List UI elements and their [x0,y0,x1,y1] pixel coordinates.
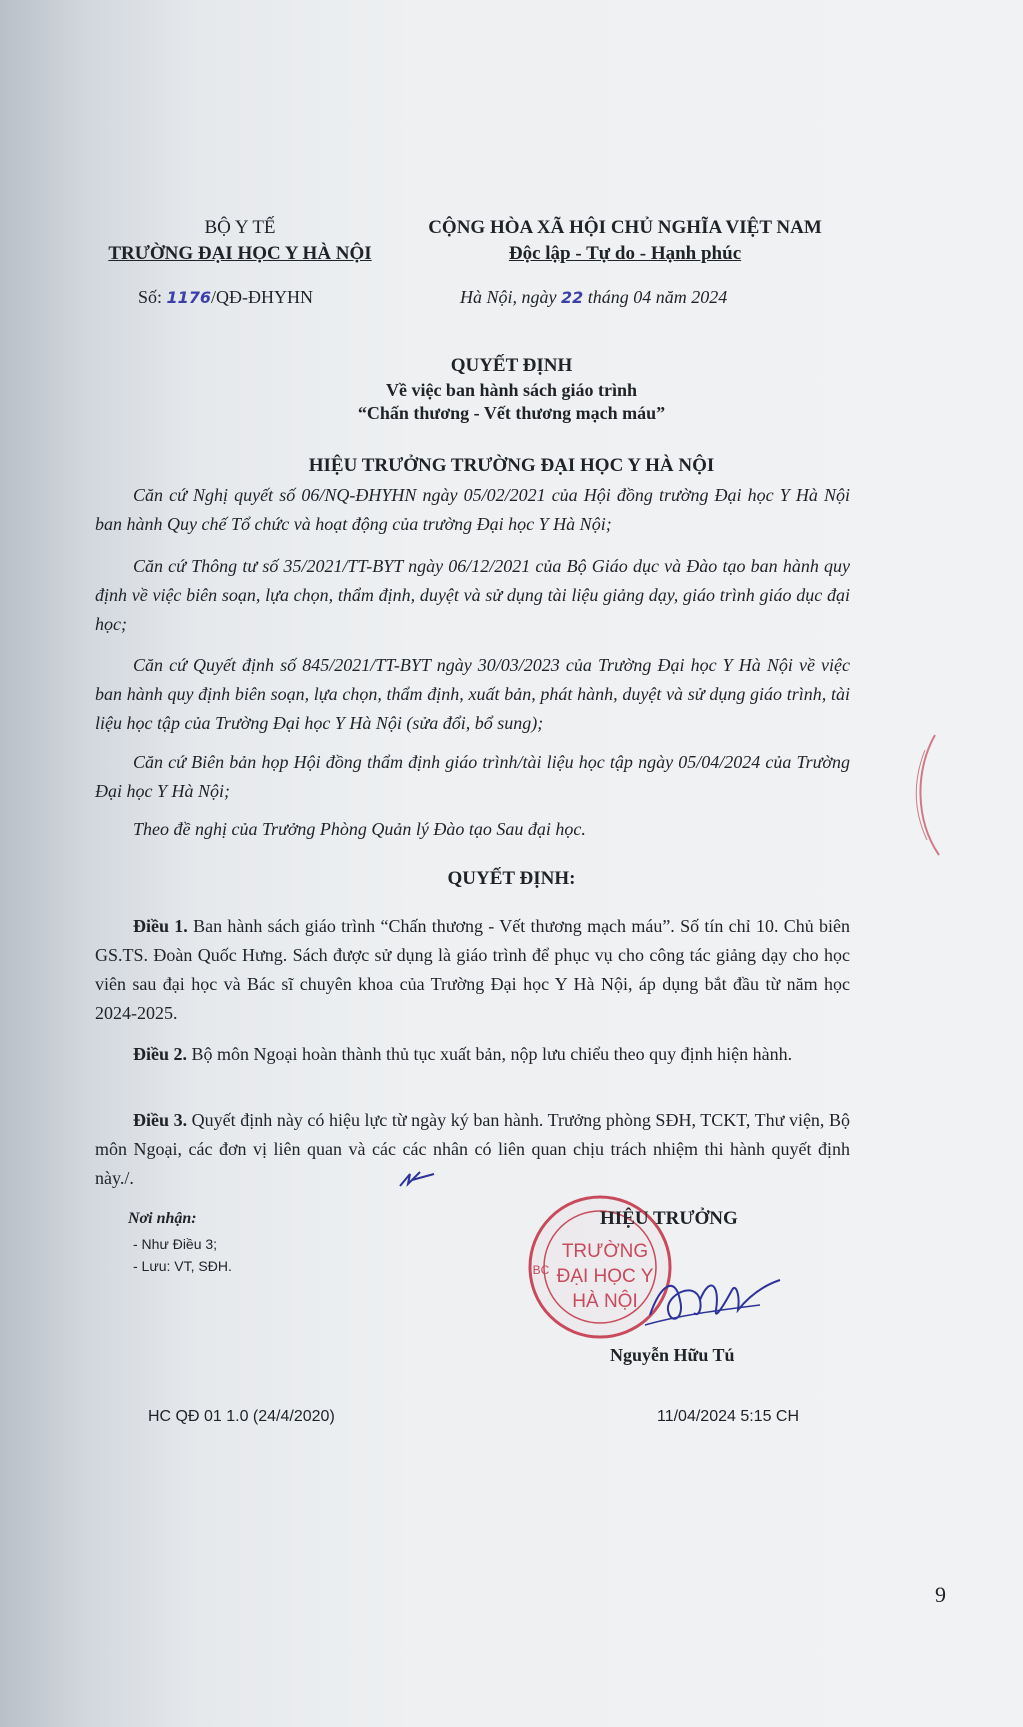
edge-stamp-mark-icon [905,730,945,860]
signer-name: Nguyễn Hữu Tú [610,1345,735,1365]
initial-mark-icon [398,1168,438,1190]
national-motto: Độc lập - Tự do - Hạnh phúc [508,243,742,264]
document-number [138,287,313,308]
article-1 [95,912,850,1028]
number-prefix: Số: [138,287,167,307]
handwritten-day: 22 [561,288,584,307]
article-label: Điều 1. [133,916,188,936]
preamble-item: Căn cứ Quyết định số 845/2021/TT-BYT ngày 30/03/2023 của Trường Đại học Y Hà Nội về việc ban hành quy định biên soạn, lựa chọn, thẩm định, xuất bản, phát hành, duyệt và sử dụng giáo trình, tài liệu học tập của Trường Đại học Y Hà Nội (sửa đổi, bổ sung); [95,655,850,733]
preamble-item: Căn cứ Nghị quyết số 06/NQ-ĐHYHN ngày 05/02/2021 của Hội đồng trường Đại học Y Hà Nội ban hành Quy chế Tổ chức và hoạt động của trường Đại học Y Hà Nội; [95,485,850,534]
university-name: TRƯỜNG ĐẠI HỌC Y HÀ NỘI [108,243,372,264]
preamble-item: Căn cứ Thông tư số 35/2021/TT-BYT ngày 06/12/2021 của Bộ Giáo dục và Đào tạo ban hành quy định về việc biên soạn, lựa chọn, thẩm định, duyệt và sử dụng tài liệu giảng dạy, giáo trình giáo dục đại học; [95,556,850,634]
article-text: Bộ môn Ngoại hoàn thành thủ tục xuất bản, nộp lưu chiểu theo quy định hiện hành. [187,1044,793,1064]
article-2 [95,1040,850,1069]
handwritten-number: 1176 [166,288,212,307]
seal-line-3: HÀ NỘI [572,1291,638,1312]
seal-line-2: ĐẠI HỌC Y [556,1266,654,1287]
article-3 [95,1106,850,1193]
seal-line-1: TRƯỜNG [561,1241,649,1262]
page-number: 9 [935,1582,946,1607]
decision-subject: Về việc ban hành sách giáo trình [385,380,638,400]
article-text: Ban hành sách giáo trình “Chấn thương - Vết thương mạch máu”. Số tín chỉ 10. Chủ biên GS.TS. Đoàn Quốc Hưng. Sách được sử dụng là giáo trình để phục vụ cho công tác giảng dạy cho học viên sau đại học và Bác sĩ chuyên khoa của Trường Đại học Y Hà Nội, áp dụng bắt đầu từ năm học 2024-2025. [95,916,851,1023]
recipient-item: - Như Điều 3; [133,1236,218,1252]
ministry-name: BỘ Y TẾ [204,217,276,238]
preamble-item: Theo đề nghị của Trưởng Phòng Quản lý Đào tạo Sau đại học. [133,819,586,839]
book-title: “Chấn thương - Vết thương mạch máu” [357,403,666,423]
decision-heading: QUYẾT ĐỊNH: [447,868,576,889]
decision-title: QUYẾT ĐỊNH [450,355,573,376]
signer-title: HIỆU TRƯỞNG [600,1208,738,1229]
handwritten-signature-icon [640,1255,790,1335]
preamble-item: Căn cứ Biên bản họp Hội đồng thẩm định giáo trình/tài liệu học tập ngày 05/04/2024 của Trường Đại học Y Hà Nội; [95,752,850,801]
number-suffix: /QĐ-ĐHYHN [211,287,314,307]
country-name: CỘNG HÒA XÃ HỘI CHỦ NGHĨA VIỆT NAM [428,217,822,238]
article-label: Điều 3. [133,1110,188,1130]
authority-title: HIỆU TRƯỞNG TRƯỜNG ĐẠI HỌC Y HÀ NỘI [308,455,715,476]
seal-side-code: BC [532,1263,550,1277]
article-label: Điều 2. [133,1044,187,1064]
date-suffix: tháng 04 năm 2024 [583,287,728,307]
document-date [460,287,727,308]
form-code: HC QĐ 01 1.0 (24/4/2020) [148,1408,335,1425]
recipients-label: Nơi nhận: [128,1210,197,1227]
date-prefix: Hà Nội, ngày [460,287,561,307]
national-header [395,215,855,267]
article-text: Quyết định này có hiệu lực từ ngày ký ban hành. Trưởng phòng SĐH, TCKT, Thư viện, Bộ môn Ngoại, các đơn vị liên quan và các các nhân có liên quan chịu trách nhiệm thi hành quyết định này./. [95,1110,851,1188]
recipient-item: - Lưu: VT, SĐH. [133,1258,232,1274]
print-timestamp: 11/04/2024 5:15 CH [657,1408,800,1425]
issuer-header [90,215,390,267]
